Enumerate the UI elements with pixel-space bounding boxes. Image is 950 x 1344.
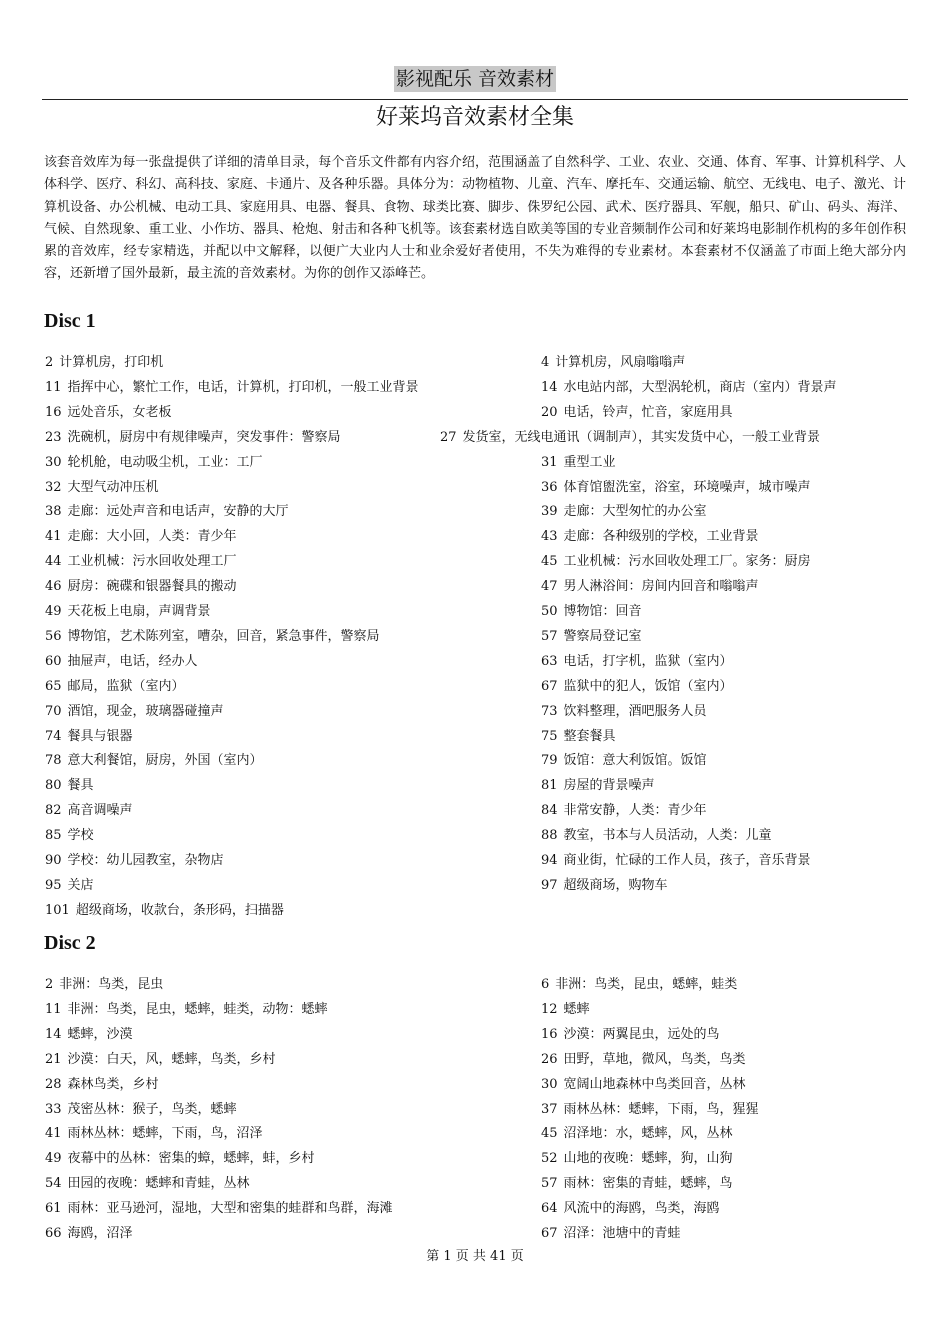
track-description: 沙漠：两翼昆虫，远处的鸟 [563, 1026, 720, 1042]
track-number: 31 [541, 454, 558, 470]
track-item [541, 852, 811, 870]
track-description: 男人淋浴间：房间内回音和嗡嗡声 [563, 579, 759, 595]
track-number: 79 [541, 753, 558, 769]
track-description: 房屋的背景噪声 [563, 778, 655, 794]
track-item [45, 1026, 133, 1044]
track-number: 80 [45, 778, 62, 794]
track-description: 天花板上电扇，声调背景 [67, 604, 211, 619]
track-item [541, 653, 733, 671]
track-item [541, 553, 811, 571]
track-description: 雨林丛林：蟋蟀，下雨，鸟，猩猩 [563, 1101, 759, 1117]
track-number: 41 [45, 529, 62, 545]
track-number: 61 [45, 1201, 62, 1217]
track-description: 蟋蟀 [563, 1001, 590, 1017]
track-description: 沼泽地：水，蟋蟀，风，丛林 [563, 1126, 733, 1142]
track-description: 发货室，无线电通讯（调制声），其实发货中心，一般工业背景 [462, 429, 821, 445]
track-item [45, 479, 159, 497]
track-description: 森林鸟类，乡村 [67, 1076, 159, 1092]
page-footer: 第 1 页 共 41 页 [426, 1249, 524, 1264]
track-item [541, 1026, 720, 1044]
track-number: 85 [45, 828, 62, 844]
track-number: 82 [45, 803, 62, 819]
track-number: 11 [45, 379, 62, 395]
track-description: 非洲：鸟类，昆虫，蟋蟀，蛙类，动物：蟋蟀 [67, 1001, 328, 1017]
track-number: 39 [541, 504, 558, 520]
track-description: 厨房：碗碟和银器餐具的搬动 [67, 579, 237, 595]
track-number: 14 [45, 1026, 62, 1042]
track-item [541, 1051, 746, 1069]
track-description: 电话，铃声，忙音，家庭用具 [563, 404, 733, 420]
track-item [45, 827, 94, 845]
track-number: 50 [541, 604, 558, 619]
track-description: 意大利餐馆，厨房，外国（室内） [67, 753, 263, 769]
track-number: 84 [541, 803, 558, 819]
track-description: 走廊：大小回，人类：青少年 [67, 529, 237, 545]
track-number: 6 [541, 977, 550, 992]
track-description: 非常安静，人类：青少年 [563, 803, 707, 819]
track-number: 26 [541, 1051, 558, 1067]
track-number: 37 [541, 1101, 558, 1117]
track-description: 超级商场，购物车 [563, 877, 668, 893]
track-item [541, 404, 733, 422]
track-number: 12 [541, 1001, 558, 1017]
track-number: 45 [541, 1126, 558, 1142]
track-description: 超级商场，收款台，条形码，扫描器 [75, 902, 284, 918]
intro-paragraph: 该套音效库为每一张盘提供了详细的清单目录，每个音乐文件都有内容介绍，范围涵盖了自然科学、工业、农业、交通、体育、军事、计算机科学、人体科学、医疗、科幻、高科技、家庭、卡通片、及各种乐器。具体分为：动物植物、儿童、汽车、摩托车、交通运输、航空、无线电、电子、激光、计算机设备、办公机械、电动工具、家庭用具、电器、餐具、食物、球类比赛、脚步、侏罗纪公园、武术、医疗器具、军舰，船只、矿山、码头、海洋、气候、自然现象、重工业、小作坊、器具、枪炮、射击和各种飞机等。该套素材选自欧美等国的专业音频制作公司和好莱坞电影制作机构的多年创作积累的音效库，经专家精选，并配以中文解释，以便广大业内人士和业余爱好者使用，不失为难得的专业素材。本套素材不仅涵盖了市面上绝大部分内容，还新增了国外最新，最主流的音效素材。为你的创作又添峰芒。 [44, 155, 906, 282]
track-description: 走廊：远处声音和电话声，安静的大厅 [67, 504, 289, 520]
track-description: 教室，书本与人员活动，人类：儿童 [563, 828, 772, 844]
track-item [45, 1076, 159, 1094]
track-number: 54 [45, 1176, 62, 1192]
track-description: 指挥中心，繁忙工作，电话，计算机，打印机，一般工业背景 [67, 379, 419, 395]
track-number: 30 [45, 454, 62, 470]
track-description: 夜幕中的丛林：密集的蟑，蟋蟀，蚌，乡村 [67, 1151, 315, 1167]
track-item [541, 1150, 733, 1168]
track-description: 体育馆盥洗室，浴室，环境噪声，城市噪声 [563, 479, 811, 495]
track-item [541, 479, 811, 497]
track-description: 饮料整理，酒吧服务人员 [563, 703, 707, 719]
track-description: 茂密丛林：猴子，鸟类，蟋蟀 [67, 1101, 237, 1117]
track-item [45, 429, 341, 447]
track-description: 走廊：大型匆忙的办公室 [563, 504, 707, 520]
track-description: 酒馆，现金，玻璃器碰撞声 [67, 703, 224, 719]
track-item [541, 1125, 733, 1143]
track-item [45, 553, 237, 571]
track-item [541, 1200, 720, 1218]
track-item [440, 429, 820, 447]
track-number: 63 [541, 653, 558, 669]
track-description: 抽屉声，电话，经办人 [67, 653, 198, 669]
track-item [45, 877, 94, 895]
track-item [541, 976, 737, 994]
track-item [541, 603, 642, 621]
track-number: 65 [45, 678, 62, 694]
track-description: 博物馆，艺术陈列室，嘈杂，回音，紧急事件，警察局 [67, 628, 380, 644]
track-number: 38 [45, 504, 62, 520]
track-number: 52 [541, 1151, 558, 1167]
track-description: 蟋蟀，沙漠 [67, 1026, 133, 1042]
track-number: 21 [45, 1051, 62, 1067]
track-number: 28 [45, 1076, 62, 1092]
track-item [45, 454, 263, 472]
track-description: 田园的夜晚：蟋蟀和青蛙，丛林 [67, 1176, 250, 1192]
track-item [541, 503, 707, 521]
track-item [45, 902, 284, 920]
track-number: 66 [45, 1226, 62, 1241]
track-item [45, 379, 419, 397]
track-number: 47 [541, 579, 558, 595]
track-item [541, 827, 772, 845]
track-number: 88 [541, 828, 558, 844]
track-description: 大型气动冲压机 [67, 479, 159, 495]
document-title: 好莱坞音效素材全集 [375, 105, 574, 130]
track-item [45, 578, 237, 596]
track-description: 沙漠：白天，风，蟋蟀，鸟类，乡村 [67, 1051, 276, 1067]
track-item [45, 802, 133, 820]
track-item [45, 628, 380, 646]
track-item [541, 1001, 590, 1019]
track-number: 64 [541, 1201, 558, 1217]
track-number: 46 [45, 579, 62, 595]
track-number: 33 [45, 1101, 62, 1117]
track-item [541, 379, 837, 397]
track-description: 学校 [67, 828, 94, 844]
track-description: 餐具 [67, 778, 94, 794]
track-description: 计算机房，风扇嗡嗡声 [555, 355, 686, 370]
track-item [45, 1175, 250, 1193]
track-description: 轮机舱，电动吸尘机，工业：工厂 [67, 454, 263, 470]
track-item [45, 1125, 263, 1143]
track-number: 73 [541, 703, 558, 719]
track-item [541, 354, 685, 372]
track-number: 30 [541, 1076, 558, 1092]
track-item [45, 503, 289, 521]
track-item [541, 802, 707, 820]
track-item [541, 877, 668, 895]
track-item [541, 728, 616, 746]
track-number: 57 [541, 628, 558, 644]
track-number: 43 [541, 529, 558, 545]
track-description: 高音调噪声 [67, 803, 133, 819]
header-label: 影视配乐 音效素材 [395, 68, 555, 90]
track-description: 计算机房，打印机 [59, 355, 164, 370]
track-number: 67 [541, 678, 558, 694]
track-description: 餐具与银器 [67, 728, 133, 744]
track-number: 78 [45, 753, 62, 769]
track-item [45, 354, 163, 372]
track-number: 75 [541, 728, 558, 744]
track-description: 商业街，忙碌的工作人员，孩子，音乐背景 [563, 853, 811, 868]
track-description: 博物馆：回音 [563, 604, 642, 619]
track-description: 学校：幼儿园教室，杂物店 [67, 853, 224, 868]
track-description: 海鸥，沼泽 [67, 1226, 133, 1241]
track-item [45, 728, 133, 746]
track-description: 非洲：鸟类，昆虫，蟋蟀，蛙类 [555, 977, 738, 992]
track-item [45, 1200, 393, 1218]
track-item [541, 454, 616, 472]
track-number: 95 [45, 877, 62, 893]
track-number: 81 [541, 778, 558, 794]
track-description: 监狱中的犯人，饭馆（室内） [563, 678, 733, 694]
track-description: 电话，打字机，监狱（室内） [563, 653, 733, 669]
track-item [45, 404, 172, 422]
track-item [45, 777, 94, 795]
track-item [541, 1175, 733, 1193]
track-description: 饭馆：意大利饭馆。饭馆 [563, 753, 707, 769]
track-number: 74 [45, 728, 62, 744]
track-number: 49 [45, 604, 62, 619]
track-description: 雨林丛林：蟋蟀，下雨，鸟，沼泽 [67, 1126, 263, 1142]
track-number: 27 [440, 429, 457, 445]
track-description: 走廊：各种级别的学校，工业背景 [563, 529, 759, 545]
track-number: 57 [541, 1176, 558, 1192]
track-description: 水电站内部，大型涡轮机，商店（室内）背景声 [563, 379, 837, 395]
track-description: 雨林：密集的青蛙，蟋蟀，鸟 [563, 1176, 733, 1192]
track-item [45, 1101, 237, 1119]
track-description: 洗碗机，厨房中有规律噪声，突发事件：警察局 [67, 429, 341, 445]
track-description: 非洲：鸟类，昆虫 [59, 977, 164, 992]
running-header [0, 66, 950, 92]
track-description: 田野，草地，微风，鸟类，鸟类 [563, 1051, 746, 1067]
track-number: 60 [45, 653, 62, 669]
track-item [45, 1150, 315, 1168]
track-description: 沼泽：池塘中的青蛙 [563, 1226, 681, 1241]
track-description: 工业机械：污水回收处理工厂。家务：厨房 [563, 554, 811, 570]
track-number: 2 [45, 977, 54, 992]
track-description: 警察局登记室 [563, 628, 642, 644]
track-item [45, 528, 237, 546]
track-item [45, 1225, 133, 1243]
track-description: 工业机械：污水回收处理工厂 [67, 554, 237, 570]
track-item [541, 1101, 759, 1119]
track-item [541, 628, 642, 646]
track-number: 4 [541, 355, 550, 370]
track-description: 关店 [67, 877, 94, 893]
track-number: 16 [45, 404, 62, 420]
track-number: 2 [45, 355, 54, 370]
track-item [45, 653, 198, 671]
track-number: 44 [45, 554, 62, 570]
track-number: 16 [541, 1026, 558, 1042]
track-number: 14 [541, 379, 558, 395]
disc-1-heading: Disc 1 [44, 310, 96, 332]
track-number: 23 [45, 429, 62, 445]
track-number: 32 [45, 479, 62, 495]
track-number: 70 [45, 703, 62, 719]
track-item [541, 752, 707, 770]
track-number: 67 [541, 1226, 558, 1241]
track-item [45, 752, 263, 770]
track-number: 94 [541, 853, 558, 868]
track-item [541, 528, 759, 546]
track-item [45, 678, 185, 696]
track-number: 56 [45, 628, 62, 644]
track-number: 49 [45, 1151, 62, 1167]
track-item [45, 1001, 328, 1019]
track-number: 20 [541, 404, 558, 420]
track-item [541, 578, 759, 596]
track-item [45, 703, 224, 721]
track-number: 45 [541, 554, 558, 570]
track-description: 整套餐具 [563, 728, 616, 744]
track-number: 97 [541, 877, 558, 893]
track-item [45, 603, 211, 621]
disc-2-heading: Disc 2 [44, 932, 96, 954]
track-number: 36 [541, 479, 558, 495]
track-number: 90 [45, 853, 62, 868]
track-number: 101 [45, 902, 70, 918]
track-description: 宽阔山地森林中鸟类回音，丛林 [563, 1076, 746, 1092]
track-item [45, 976, 163, 994]
track-description: 风流中的海鸥，鸟类，海鸥 [563, 1201, 720, 1217]
track-item [541, 703, 707, 721]
track-description: 山地的夜晚：蟋蟀，狗，山狗 [563, 1151, 733, 1167]
track-item [45, 852, 224, 870]
track-item [541, 777, 655, 795]
track-number: 11 [45, 1001, 62, 1017]
track-description: 雨林：亚马逊河，湿地，大型和密集的蛙群和鸟群，海滩 [67, 1201, 393, 1217]
track-description: 远处音乐，女老板 [67, 404, 172, 420]
track-item [541, 1076, 746, 1094]
track-item [541, 1225, 681, 1243]
track-number: 41 [45, 1126, 62, 1142]
header-rule [42, 99, 908, 100]
track-item [45, 1051, 276, 1069]
track-description: 邮局，监狱（室内） [67, 678, 185, 694]
track-description: 重型工业 [563, 454, 616, 470]
track-item [541, 678, 733, 696]
